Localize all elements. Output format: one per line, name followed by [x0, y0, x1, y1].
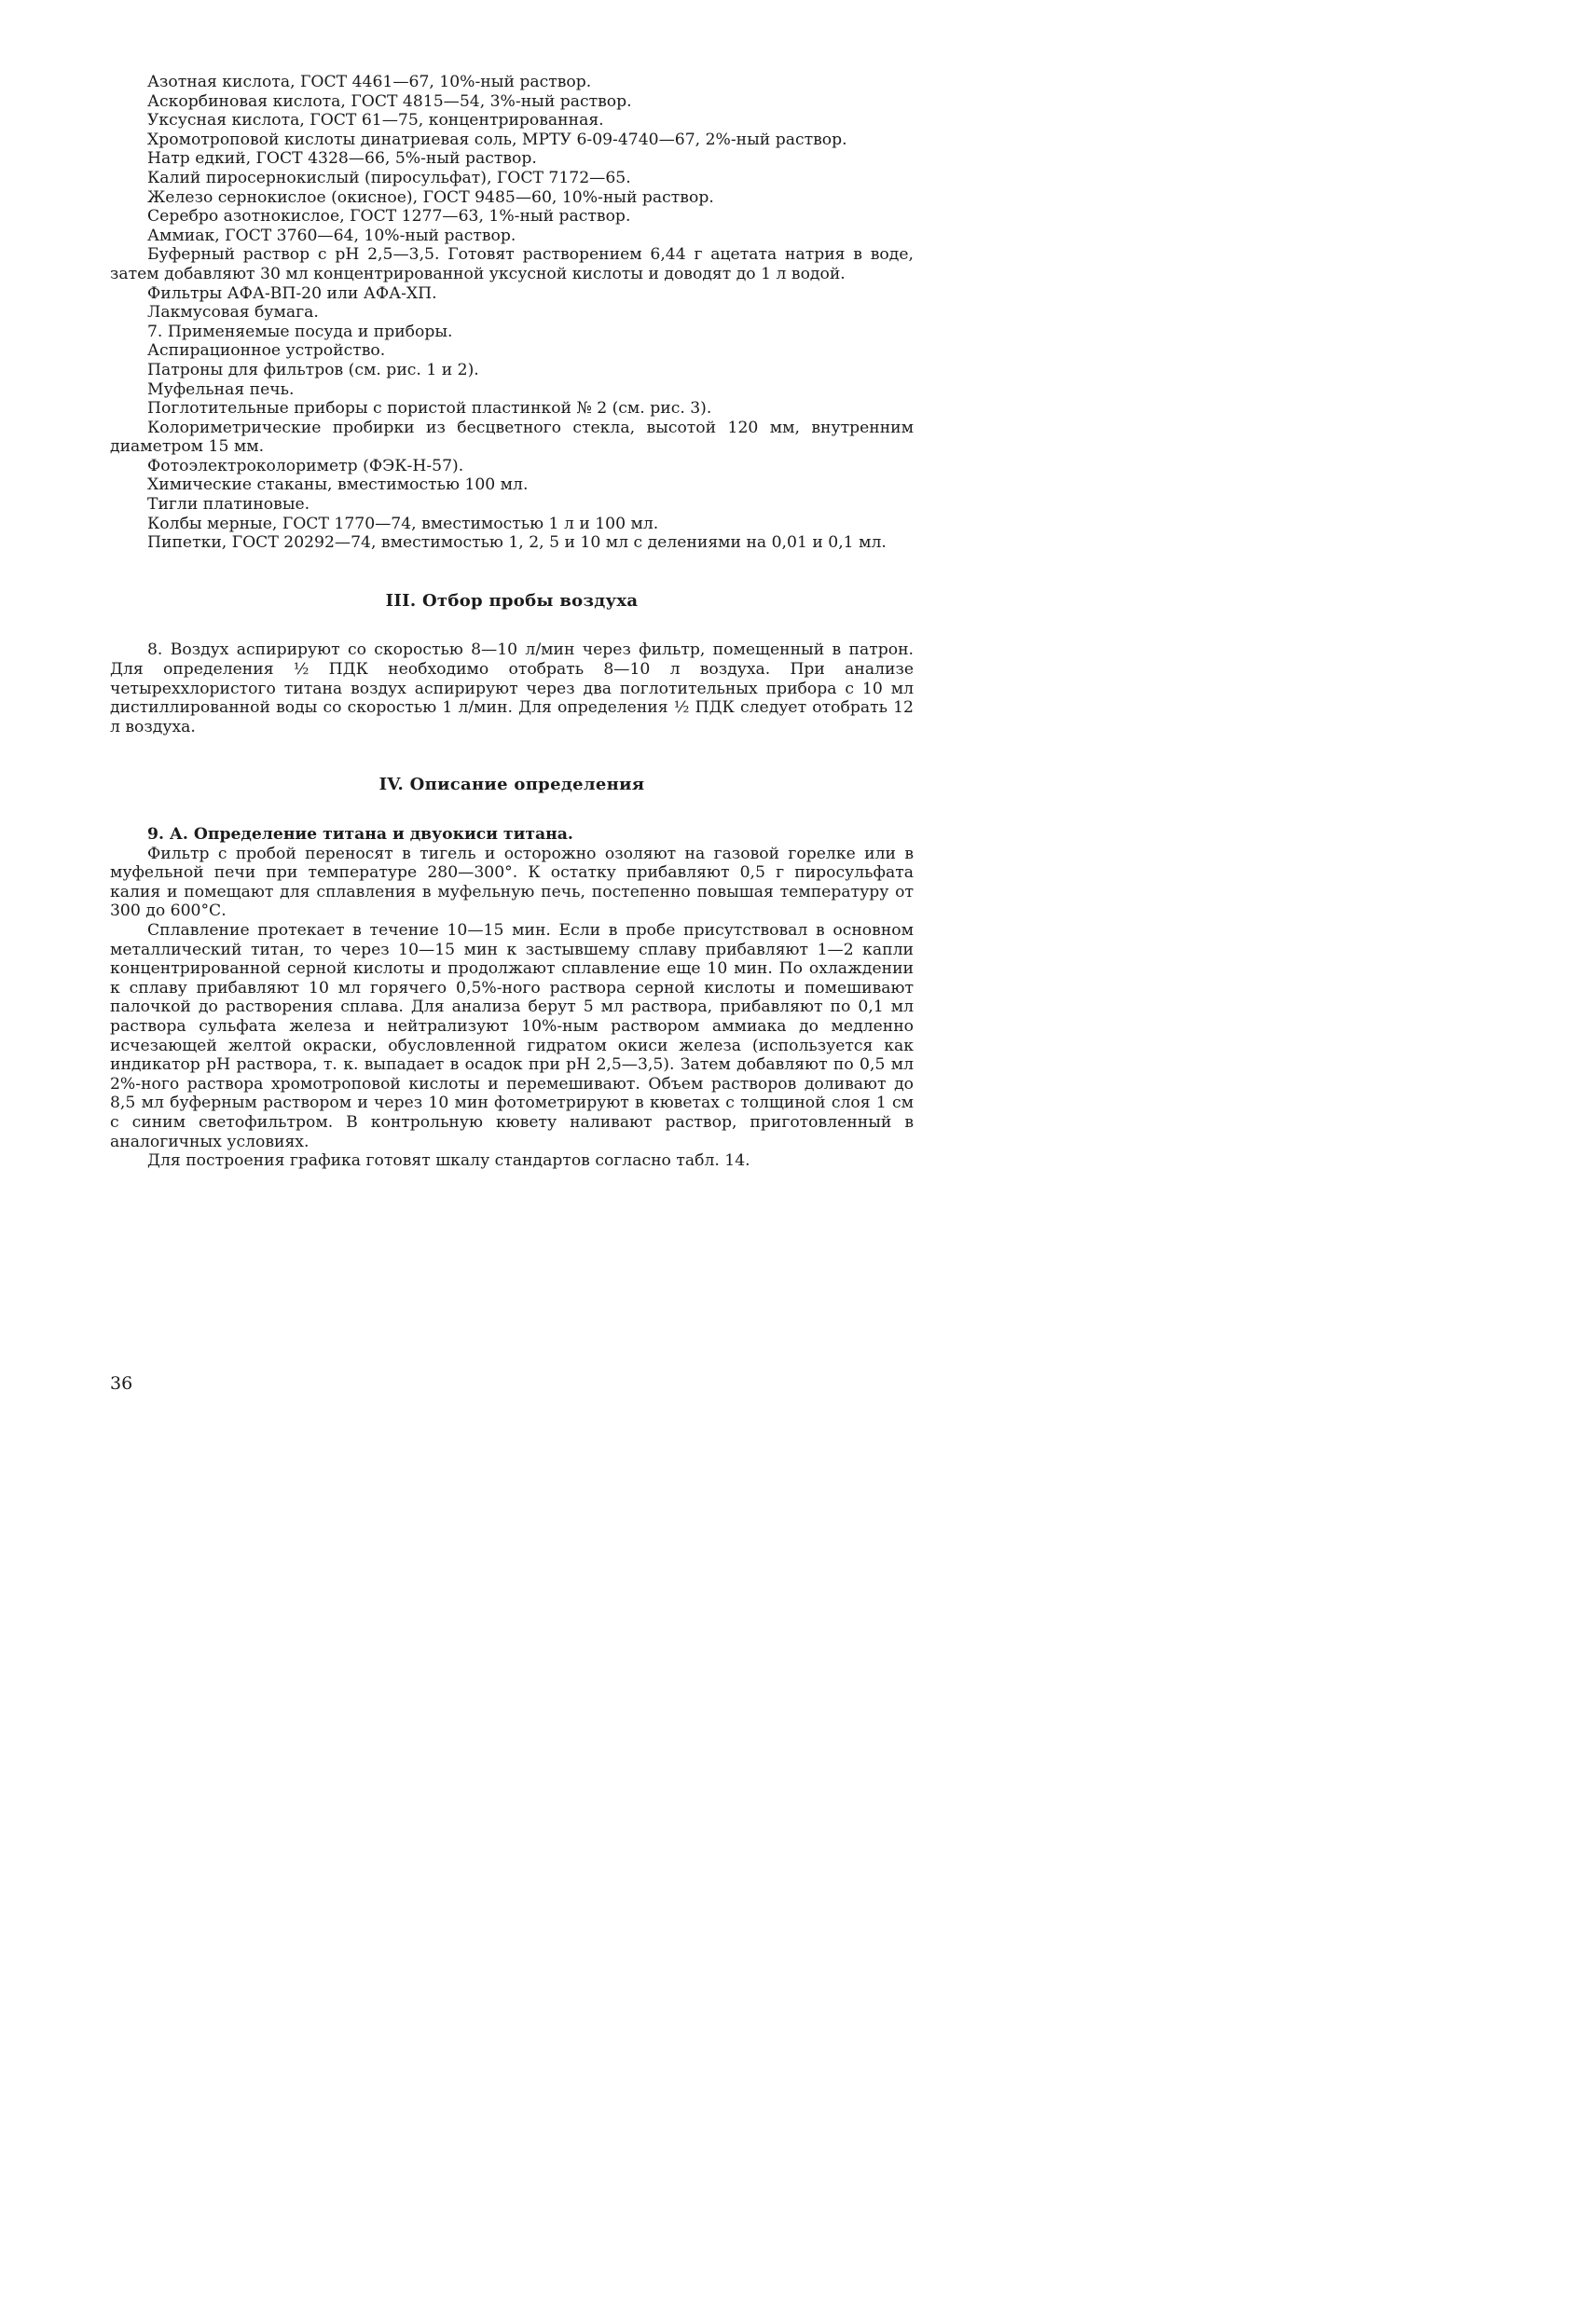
reagent-item: Хромотроповой кислоты динатриевая соль, МРТУ 6-09-4740—67, 2%-ный раствор. — [147, 130, 847, 149]
reagent-item: Буферный раствор с pH 2,5—3,5. Готовят растворением 6,44 г ацетата натрия в воде, затем добавляют 30 мл концентрированной уксусной кислоты и доводят до 1 л водой. — [110, 245, 914, 283]
equipment-item: Колориметрические пробирки из бесцветного стекла, высотой 120 мм, внутренним диаметром 15 мм. — [110, 418, 914, 457]
reagent-item: Азотная кислота, ГОСТ 4461—67, 10%-ный раствор. — [147, 73, 592, 91]
equipment-item: Муфельная печь. — [147, 379, 295, 399]
equipment-item: Аспирационное устройство. — [147, 341, 386, 361]
reagent-item: Железо сернокислое (окисное), ГОСТ 9485—60, 10%-ный раствор. — [147, 187, 714, 207]
equipment-heading: 7. Применяемые посуда и приборы. — [147, 322, 453, 341]
paragraph: Сплавление протекает в течение 10—15 мин. Если в пробе присутствовал в основном металлический титан, то через 10—15 мин к застывшему сплаву прибавляют 1—2 капли концентрированной серной кислоты и продолжают сплавление еще 10 мин. По охлаждении к сплаву прибавляют 10 мл горячего 0,5%-ного раствора серной кислоты и помешивают палочкой до растворения сплава. Для анализа берут 5 мл раствора, прибавляют по 0,1 мл раствора сульфата железа и нейтрализуют 10%-ным раствором аммиака до медленно исчезающей желтой окраски, обусловленной гидратом окиси железа (используется как индикатор pH раствора, т. к. выпадает в осадок при pH 2,5—3,5). Затем добавляют по 0,5 мл 2%-ного раствора хромотроповой кислоты и перемешивают. Объем растворов доливают до 8,5 мл буферным раствором и через 10 мин фотометрируют в кюветах с толщиной слоя 1 см с синим светофильтром. В контрольную кювету наливают раствор, приготовленный в аналогичных условиях. — [110, 920, 914, 1151]
reagent-item: Аскорбиновая кислота, ГОСТ 4815—54, 3%-ный раствор. — [147, 91, 632, 111]
reagent-item: Аммиак, ГОСТ 3760—64, 10%-ный раствор. — [147, 226, 516, 245]
subsection-heading: 9. А. Определение титана и двуокиси титана. — [147, 825, 573, 844]
section-heading-method-description: IV. Описание определения — [378, 775, 645, 795]
reagent-item: Уксусная кислота, ГОСТ 61—75, концентрированная. — [147, 111, 604, 131]
reagent-item: Лакмусовая бумага. — [147, 303, 319, 323]
document-page — [0, 0, 1007, 1458]
equipment-item: Колбы мерные, ГОСТ 1770—74, вместимостью 1 л и 100 мл. — [147, 514, 659, 533]
method-description-section — [110, 825, 914, 1171]
equipment-item: Пипетки, ГОСТ 20292—74, вместимостью 1, 2, 5 и 10 мл с делениями на 0,01 и 0,1 мл. — [147, 533, 887, 553]
equipment-item: Фотоэлектроколориметр (ФЭК-Н-57). — [147, 456, 464, 475]
section-heading-air-sampling: III. Отбор пробы воздуха — [385, 590, 639, 611]
reagent-item: Фильтры АФА-ВП-20 или АФА-ХП. — [147, 283, 437, 303]
paragraph: Фильтр с пробой переносят в тигель и осторожно озоляют на газовой горелке или в муфельной печи при температуре 280—300°. К остатку прибавляют 0,5 г пиросульфата калия и помещают для сплавления в муфельную печь, постепенно повышая температуру от 300 до 600°С. — [110, 844, 914, 921]
equipment-item: Патроны для фильтров (см. рис. 1 и 2). — [147, 360, 479, 379]
page-number: 36 — [110, 1373, 133, 1394]
reagent-item: Калий пиросернокислый (пиросульфат), ГОСТ 7172—65. — [147, 168, 631, 187]
equipment-item: Поглотительные приборы с пористой пластинкой № 2 (см. рис. 3). — [147, 399, 712, 419]
paragraph: Для построения графика готовят шкалу стандартов согласно табл. 14. — [147, 1151, 750, 1171]
reagent-item: Серебро азотнокислое, ГОСТ 1277—63, 1%-ный раствор. — [147, 207, 631, 227]
air-sampling-section — [110, 640, 914, 736]
reagents-list — [110, 73, 914, 323]
equipment-item: Тигли платиновые. — [147, 495, 310, 515]
paragraph: 8. Воздух аспирируют со скоростью 8—10 л/мин через фильтр, помещенный в патрон. Для определения ½ ПДК необходимо отобрать 8—10 л воздуха. При анализе четыреххлористого титана воздух аспирируют через два поглотительных прибора с 10 мл дистиллированной воды со скоростью 1 л/мин. Для определения ½ ПДК следует отобрать 12 л воздуха. — [110, 640, 914, 736]
equipment-item: Химические стаканы, вместимостью 100 мл. — [147, 475, 529, 495]
reagent-item: Натр едкий, ГОСТ 4328—66, 5%-ный раствор. — [147, 149, 537, 169]
equipment-list — [110, 323, 914, 553]
